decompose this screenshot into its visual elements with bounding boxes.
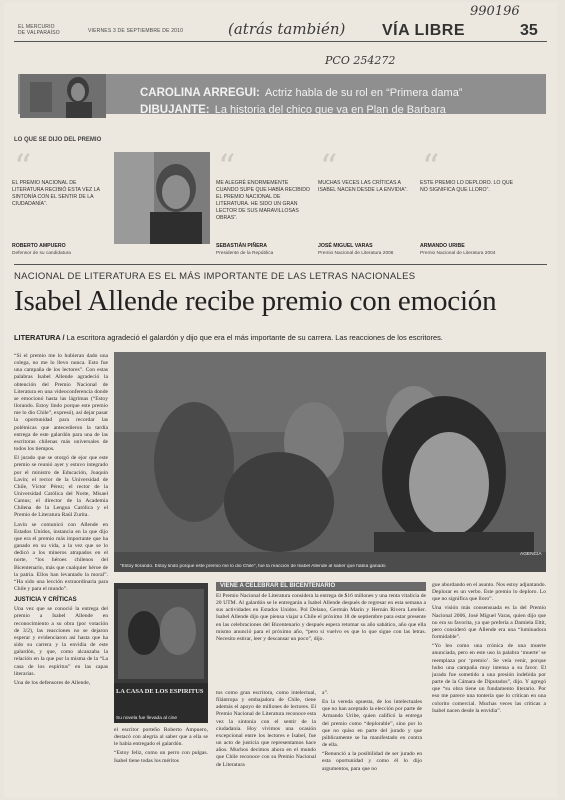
col3-paragraph-2: “Estoy feliz, como un perro con pulgas. Isabel tiene todas los méritos [114,750,208,764]
main-photo-caption: “Estoy llorando. Estoy lindo porque este premio me lo dio Chile”, fue la reacción de Isabel Allende al saber que había ganado [120,564,386,569]
handwritten-note: (atrás también) [228,20,346,38]
col5-paragraph-2: En la vereda opuesta, de los intelectuales que no han aceptado la elección por parte de Armando Uribe, quien calificó la entrega del premio como “deplorable”, sino por lo que no quiso en parte del jurado y que públicamente se ha manifestado en contra de ella. [322,699,422,749]
book-title: LA CASA DE LOS ESPIRITUS [116,688,204,695]
section-title: VÍA LIBRE [382,22,466,39]
promo-line-1-name: CAROLINA ARREGUI: [140,87,260,99]
col1-paragraph-4: Una vez que se conoció la entrega del premio a Isabel Allende en reconocimiento a su obra (por votación de 3/2), las reacciones no se dejaron esperar y evidenciaron así hasta que ha sido su carrera y la envidia de este galardón, y que, como alcanzaba la relación en la que por la misma de la “La casa de los espíritus” en las capas literarias. [14,606,108,677]
masthead-rule [14,41,547,42]
lead-label: LITERATURA / [14,333,65,342]
ampuero-photo [114,152,210,244]
paper-name-line1: EL MERCURIO [18,24,55,30]
col1-paragraph-5: Una de los defensores de Allende, [14,679,91,686]
col5-paragraph-3: “Renunció a la posibilidad de ser jurado en esta oportunidad y como él lo dijo argumentos, para que no [322,751,422,772]
quote-role-1: Defensor de su candidatura [12,251,71,256]
quote-role-2: Presidente de la República [216,251,274,256]
col1-paragraph-1: “Sí el premio me lo hubieran dado una colega, no me lo llevo nunca. Esto fue una campaña de los lectores”. Con estas palabras Isabel Allende agradeció la obtención del Premio Nacional de Literatura en una videoconferencia donde se emocionó hasta las lágrimas (“Estoy llorando. Estoy lindo porque este premio me lo dio Chile”, expresó), así dejar pasar la oportunidad para recordar las polémicas que antecedieron la tardía entrega de este galardón para una de las escritoras chilenas más universales de todos los tiempos. [14,353,108,453]
promo-line-2-text: La historia del chico que va en Plan de Barbara [214,104,446,116]
quote-role-3: Premio Nacional de Literatura 2006 [318,251,394,256]
box-text: El Premio Nacional de Literatura considera la entrega de $16 millones y una renta vitalicia de 20 UTM. Al galardón se le entregarán a Isabel Allende después de regresar en esta semana a sus actividades en Estados Unidos. Pol Delano, Germán Marín y Hernán Rivera Letelier. Isabel Allende dijo que piensa viajar a Chile el próximo 18 de septiembre para estar presente en las celebraciones del Bicentenario y después espera retomar su año sabático, año que ella mismo anunció para el próximo año, “pero si vuelvo es que lo que sigue con las letras. Necesito estirar, leer y descansar un poco”, dijo. [216,593,426,642]
quote-author-2: SEBASTIÁN PIÑERA [216,243,268,249]
quote-author-1: ROBERTO AMPUERO [12,243,66,249]
paper-name [18,24,60,36]
quote-text-1: EL PREMIO NACIONAL DE LITERATURA RECIBIÓ ESTA VEZ LA SINTONÍA CON EL SENTIR DE LA CIUDADANÍA”. [12,180,100,207]
article-column-6 [432,582,546,788]
article-overline: NACIONAL DE LITERATURA ES EL MÁS IMPORTANTE DE LAS LETRAS NACIONALES [14,271,416,282]
col6-paragraph-3: “Yo leo como una crónica de una muerte anunciada, pero en este uso la palabra ‘muerte’ se reemplaza por ‘premio’. Se veía venir, porque hubo una campaña muy intensa a su favor. El jurado fue sometido a una presión indebida por parte de la Cámara de Diputados”, dijo. Y agregó que “su obra tiene un fundamento literario. Por eso me parece una tontería que lo critican en una colorito comercial. Muchas veces las críticas a Isabel nacen desde la envidia”. [432,643,546,714]
article-column-4 [216,690,316,788]
article-lead [14,333,554,342]
article-headline: Isabel Allende recibe premio con emoción [14,285,497,317]
quote-text-2: ME ALEGRÉ ENORMEMENTE CUANDO SUPE QUE HABÍA RECIBIDO EL PREMIO NACIONAL DE LITERATURA. HE SIDO UN GRAN LECTOR DE SUS MARAVILLOSAS OBRAS”. [216,180,310,221]
box-title: VIENE A CELEBRAR EL BICENTENARIO [220,583,336,589]
main-photo-credit: AGENCIA [520,552,542,557]
article-column-1 [14,353,108,788]
lead-text: La escritora agradeció el galardón y dijo que era el más importante de su carrera. Las reacciones de los escritores. [66,333,443,342]
book-cover-image [114,583,208,723]
quote-author-3: JOSÉ MIGUEL VARAS [318,243,373,249]
article-column-3 [114,727,208,789]
col4-paragraph-1: tos como gran escritora, como intelectual, filántropa y embajadora de Chile, tiene además el apoyo de millones de lectores. El Premio Nacional de Literatura reconoce esta vez la sintonía con el sentir de la ciudadanía. Hoy vivimos una ocasión excepcional entre los lectores e Isabel, fue un acto de justicia que representamos hace años. Muchos decimos ahora en el mundo que Chile reconoce con su Premio Nacional de Literatura [216,690,316,768]
quote-text-4: ESTE PREMIO LO DEPLORO. LO QUE NO SIGNIFICA QUE LLORO”. [420,180,514,193]
quote-role-4: Premio Nacional de Literatura 2004 [420,251,496,256]
issue-date: VIERNES 3 DE SEPTIEMBRE DE 2010 [88,28,184,34]
paper-name-line2: DE VALPARAÍSO [18,30,60,36]
promo-line-2[interactable] [140,98,446,117]
col3-paragraph-1: el escritor porteño Roberto Ampuero, destacó con alegría al saber que a ella se le había entregado el galardón. [114,727,208,748]
col1-paragraph-3: Lavín se comunicó con Allende en Estados Unidos, instancia en la que dijo que era el premio más importante que ha ganado en su vida, a la vez que se lo dedicó a los mineros atrapados en el norte, “los héroes chilenos del Bicentenario, más que cualquier héroe de la patria. Ellos han levantado la moral”. “Ha sido una lección extraordinaria para Chile y para el mundo”. [14,521,108,592]
quote-author-4: ARMANDO URIBE [420,243,465,249]
col1-paragraph-2: El jurado que se otorgó de ejor que este premio se reunió ayer y estuvo integrado por el ministro de Educación, Joaquín Lavín; el rector de la Universidad de Chile, Víctor Pérez; el rector de la Universidad Católica del Norte, Misael Camus; el director de la Academia Chilena de la Lengua Católica y el Premio de Literatura Raúl Zurita. [14,455,108,519]
section-divider [14,264,547,265]
handwritten-id-top: 990196 [470,4,520,19]
article-column-5 [322,690,422,788]
promo-thumbnail [20,64,106,118]
col1-subhead: JUSTICIA Y CRÍTICAS [14,597,77,604]
quote-mark-icon: “ [218,147,236,187]
allende-main-photo [114,352,546,572]
col6-paragraph-2: Una visión más consensuada es la del Premio Nacional 2006, José Miguel Varas, quien dijo que no era su favorita, ya que prefería a Damiela Eltit, pero consideró que Allende era una “luminadora formidable”. [432,605,546,641]
quote-mark-icon: “ [320,147,338,187]
page-number: 35 [520,22,538,39]
col5-paragraph-1: a”. [322,690,329,696]
promo-line-1-text: Actriz habla de su rol en “Primera dama” [265,87,463,99]
quotes-kicker: LO QUE SE DIJO DEL PREMIO [14,137,102,143]
promo-line-2-name: DIBUJANTE: [140,104,210,116]
col6-paragraph-1: gue abordando en el asunto. Nos estoy adjuntando. Deplorar es un verbo. Este premio lo deploro. Lo que no significa que lloro”. [432,582,546,603]
handwritten-id-bottom: PCO 254272 [325,54,396,67]
quote-text-3: MUCHAS VECES LAS CRÍTICAS A ISABEL NACEN DESDE LA ENVIDIA”. [318,180,408,193]
book-caption: Su novela fue llevada al cine [116,716,178,721]
quote-mark-icon: “ [14,147,32,187]
quote-mark-icon: “ [422,147,440,187]
